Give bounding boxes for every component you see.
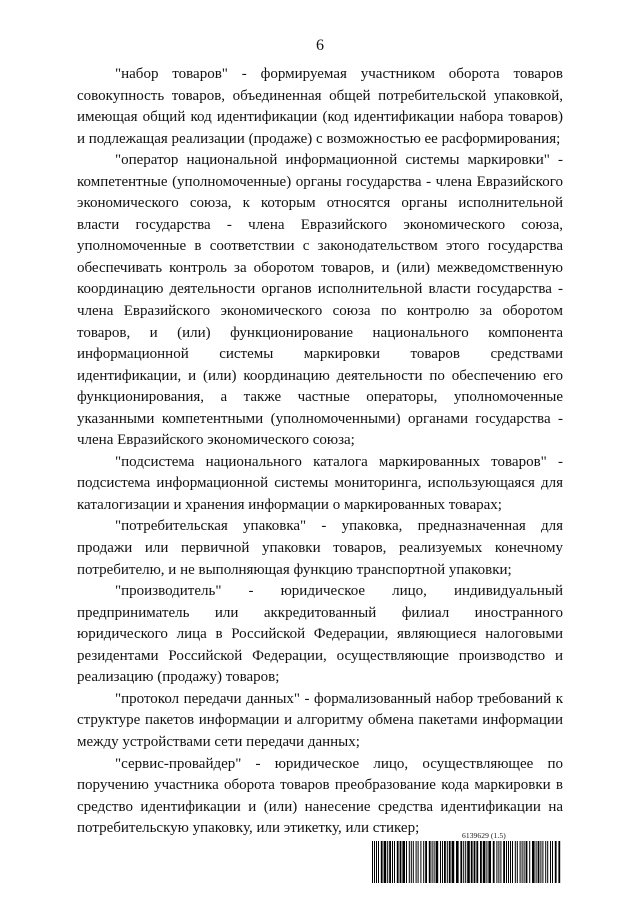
barcode-bar (542, 841, 543, 883)
barcode-bar (508, 841, 509, 883)
barcode-bar (538, 841, 540, 883)
barcode-bar (493, 841, 495, 883)
barcode-bar (476, 841, 478, 883)
barcode-bar (394, 841, 395, 883)
barcode-bar (392, 841, 393, 883)
barcode-bar (384, 841, 387, 883)
barcode-bar (522, 841, 523, 883)
definition-paragraph: "подсистема национального каталога маркированных товаров" - подсистема информационной системы мониторинга, использующаяся для каталогизации и хранения информации о маркированных товарах; (77, 453, 563, 513)
barcode-bar (483, 841, 486, 883)
barcode-bar (520, 841, 521, 883)
barcode-bar (378, 841, 379, 883)
barcode (372, 841, 562, 883)
barcode-bar (540, 841, 541, 883)
barcode-bar (372, 841, 373, 883)
barcode-bar (558, 841, 560, 883)
barcode-bar (547, 841, 548, 883)
barcode-bar (425, 841, 427, 883)
barcode-bar (387, 841, 388, 883)
barcode-bar (413, 841, 414, 883)
barcode-bar (474, 841, 476, 883)
barcode-bar (456, 841, 459, 883)
barcode-bar (420, 841, 421, 883)
barcode-bar (409, 841, 410, 883)
barcode-bar (515, 841, 516, 883)
barcode-bar (552, 841, 553, 883)
definition-paragraph: "производитель" - юридическое лицо, индивидуальный предприниматель или аккредитованный филиал иностранного юридического лица в Российской Федерации, являющиеся налоговыми резидентами Российской Федерации, осуществляющие производство и реализацию (продажу) товаров; (77, 583, 563, 686)
barcode-bar (510, 841, 511, 883)
barcode-bar (418, 841, 419, 883)
barcode-bar (423, 841, 424, 883)
barcode-bar (402, 841, 405, 883)
barcode-bar (465, 841, 466, 883)
barcode-bar (463, 841, 464, 883)
barcode-bar (536, 841, 537, 883)
barcode-bar (471, 841, 473, 883)
barcode-bar (503, 841, 505, 883)
barcode-bar (532, 841, 535, 883)
barcode-bar (449, 841, 451, 883)
barcode-bar (545, 841, 546, 883)
barcode-bar (389, 841, 391, 883)
barcode-bar (432, 841, 433, 883)
document-body (77, 64, 563, 840)
definition-paragraph: "оператор национальной информационной системы маркировки" - компетентные (уполномоченные) органы государства - члена Евразийского экономического союза, к которым относятся органы исполнительной власти государства - члена Евразийского экономического союза, уполномоченные в соответствии с законодательством этого государства обеспечивать контроль за оборотом товаров, и (или) межведомственную координацию деятельности органов исполнительной власти государства - члена Евразийского экономического союза по контролю за оборотом товаров, и (или) функционирование национального компонента информационной системы маркировки товаров средствами идентификации, и (или) координацию деятельности по обеспечению его функционирования, а также частные операторы, уполномоченные указанными компетентными (уполномоченными) органами государства - члена Евразийского экономического союза; (77, 152, 563, 449)
barcode-bar (376, 841, 377, 883)
barcode-bar (452, 841, 455, 883)
barcode-bar (397, 841, 399, 883)
barcode-bar (440, 841, 441, 883)
barcode-bar (498, 841, 499, 883)
barcode-bar (467, 841, 470, 883)
barcode-bar (480, 841, 482, 883)
barcode-bar (550, 841, 551, 883)
definition-paragraph: "набор товаров" - формируемая участником оборота товаров совокупность товаров, объединенная общей потребительской упаковкой, имеющая общий код идентификации (код идентификации набора товаров) и подлежащая реализации (продаже) с возможностью ее расформирования; (77, 66, 563, 147)
barcode-bar (411, 841, 412, 883)
barcode-bar (512, 841, 513, 883)
barcode-bar (529, 841, 530, 883)
barcode-bar (434, 841, 435, 883)
page-number: 6 (316, 37, 324, 54)
definition-paragraph: "сервис-провайдер" - юридическое лицо, осуществляющее по поручению участника оборота товаров преобразование кода маркировки в средство идентификации и (или) нанесение средства идентификации на потребительскую упаковку, или этикетку, или стикер; (77, 755, 563, 837)
definition-paragraph: "протокол передачи данных" - формализованный набор требований к структуре пакетов информации и алгоритму обмена пакетами информации между устройствами сети передачи данных; (77, 690, 563, 750)
barcode-bar (400, 841, 402, 883)
barcode-bar (460, 841, 462, 883)
barcode-bar (524, 841, 525, 883)
barcode-bar (381, 841, 383, 883)
barcode-bar (488, 841, 491, 883)
barcode-bar (496, 841, 497, 883)
barcode-bar (555, 841, 557, 883)
document-code: 6139629 (1.5) (462, 831, 506, 840)
barcode-bar (517, 841, 518, 883)
barcode-bar (374, 841, 375, 883)
barcode-bar (506, 841, 507, 883)
barcode-bar (429, 841, 431, 883)
barcode-bar (406, 841, 407, 883)
barcode-bar (526, 841, 528, 883)
barcode-bar (500, 841, 501, 883)
barcode-bar (444, 841, 446, 883)
barcode-bar (416, 841, 417, 883)
barcode-bar (486, 841, 487, 883)
barcode-bar (442, 841, 443, 883)
barcode-bar (436, 841, 439, 883)
definition-paragraph: "потребительская упаковка" - упаковка, предназначенная для продажи или первичной упаковки товаров, реализуемых конечному потребителю, и не выполняющая функцию транспортной упаковки; (77, 518, 563, 578)
barcode-bar (447, 841, 448, 883)
